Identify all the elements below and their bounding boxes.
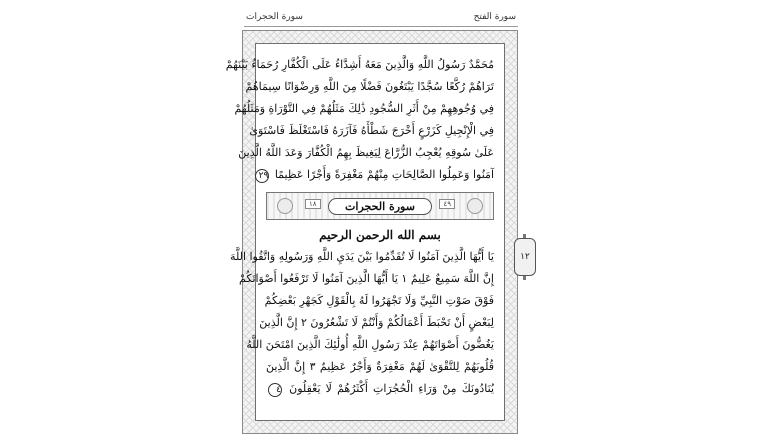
text-line: إِنَّ اللَّهَ سَمِيعٌ عَلِيمٌ ١ يَا أَيُّهَا الَّذِينَ آمَنُوا لَا تَرْفَعُوا أَصْوَاتَكُمْ	[239, 272, 494, 285]
verse-end-marker: ٤	[268, 383, 282, 397]
surah-title-banner	[266, 192, 494, 220]
text-line: تَرَاهُمْ رُكَّعًا سُجَّدًا يَبْتَغُونَ فَضْلًا مِنَ اللَّهِ وَرِضْوَانًا سِيمَاهُمْ	[245, 80, 494, 93]
surah-title: سورة الحجرات	[328, 198, 432, 215]
mushaf-page	[225, 6, 524, 440]
text-line: قُلُوبَهُمْ لِلتَّقْوَىٰ لَهُمْ مَغْفِرَةٌ وَأَجْرٌ عَظِيمٌ ٣ إِنَّ الَّذِينَ	[266, 360, 494, 373]
text-line: عَلَىٰ سُوقِهِ يُعْجِبُ الزُّرَّاعَ لِيَغِيظَ بِهِمُ الْكُفَّارَ وَعَدَ اللَّهُ الَّذِينَ	[238, 146, 494, 159]
text-line: لِبَعْضٍ أَنْ تَحْبَطَ أَعْمَالُكُمْ وَأَنْتُمْ لَا تَشْعُرُونَ ٢ إِنَّ الَّذِينَ	[259, 316, 494, 329]
header-divider	[244, 26, 518, 27]
text-line: يَا أَيُّهَا الَّذِينَ آمَنُوا لَا تُقَدِّمُوا بَيْنَ يَدَيِ اللَّهِ وَرَسُولِهِ وَاتَّقُوا اللَّهَ	[230, 250, 494, 263]
text-panel	[225, 43, 505, 421]
running-header-right: سورة الفتح	[473, 12, 516, 22]
text-line: فَوْقَ صَوْتِ النَّبِيِّ وَلَا تَجْهَرُوا لَهُ بِالْقَوْلِ كَجَهْرِ بَعْضِكُمْ	[264, 294, 494, 307]
text-line: مُحَمَّدٌ رَسُولُ اللَّهِ وَالَّذِينَ مَعَهُ أَشِدَّاءُ عَلَى الْكُفَّارِ رُحَمَاءُ بَيْنَهُمْ	[225, 58, 494, 71]
banner-side-left: ١٨	[305, 199, 321, 209]
decorative-border	[225, 30, 518, 434]
text-line-last	[258, 164, 494, 186]
text-line: فِي الْإِنْجِيلِ كَزَرْعٍ أَخْرَجَ شَطْأَهُ فَآزَرَهُ فَاسْتَغْلَظَ فَاسْتَوَىٰ	[249, 124, 494, 137]
running-header-left: سورة الحجرات	[246, 12, 303, 22]
ornament-icon	[467, 198, 483, 214]
text-line: فِي وُجُوهِهِمْ مِنْ أَثَرِ السُّجُودِ ذَٰلِكَ مَثَلُهُمْ فِي التَّوْرَاةِ وَمَثَلُهُمْ	[234, 102, 494, 115]
basmala: بسم الله الرحمن الرحيم	[319, 228, 441, 242]
text-line: يَغُضُّونَ أَصْوَاتَهُمْ عِنْدَ رَسُولِ اللَّهِ أُولَٰئِكَ الَّذِينَ امْتَحَنَ اللَّهُ	[246, 338, 494, 351]
hizb-marker: ١٢	[514, 238, 536, 276]
text-line-content: آمَنُوا وَعَمِلُوا الصَّالِحَاتِ مِنْهُمْ مَغْفِرَةً وَأَجْرًا عَظِيمًا	[274, 168, 494, 181]
banner-side-right: ٤٩	[439, 199, 455, 209]
ornament-icon	[277, 198, 293, 214]
text-line-last	[266, 378, 494, 400]
text-line-content: يُنَادُونَكَ مِنْ وَرَاءِ الْحُجُرَاتِ أَكْثَرُهُمْ لَا يَعْقِلُونَ	[289, 382, 495, 395]
verse-end-marker: ٢٩	[255, 169, 269, 183]
quran-text	[225, 54, 495, 412]
